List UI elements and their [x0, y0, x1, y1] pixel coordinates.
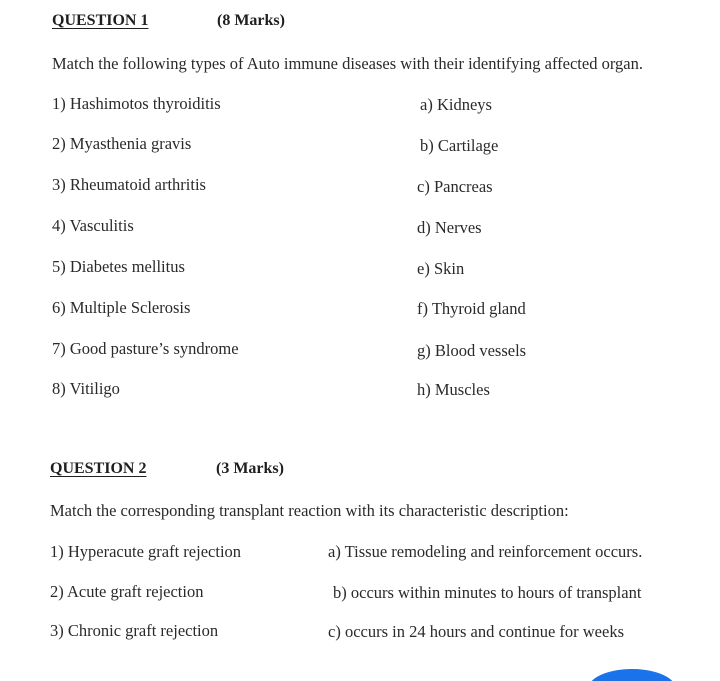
question-2-instruction: Match the corresponding transplant reaction with its characteristic description:	[50, 501, 569, 520]
q1-left-item-8: 8) Vitiligo	[52, 379, 120, 398]
q1-right-item-b: b) Cartilage	[420, 136, 499, 155]
q2-left-item-1: 1) Hyperacute graft rejection	[50, 542, 242, 561]
q1-right-item-c: c) Pancreas	[417, 177, 493, 196]
q1-left-item-7: 7) Good pasture’s syndrome	[52, 339, 239, 358]
q2-left-item-2: 2) Acute graft rejection	[50, 582, 204, 601]
question-2-marks: (3 Marks)	[216, 460, 284, 477]
q2-right-item-b: b) occurs within minutes to hours of transplant	[333, 583, 642, 602]
q1-left-item-5: 5) Diabetes mellitus	[52, 257, 185, 276]
q1-right-item-e: e) Skin	[417, 259, 465, 278]
q1-left-item-6: 6) Multiple Sclerosis	[52, 298, 191, 317]
q1-left-item-1: 1) Hashimotos thyroiditis	[52, 94, 221, 113]
question-1-instruction: Match the following types of Auto immune diseases with their identifying affected organ.	[52, 54, 643, 73]
q2-right-item-a: a) Tissue remodeling and reinforcement occurs.	[328, 542, 643, 561]
q1-right-item-d: d) Nerves	[417, 218, 482, 237]
blue-overlay-button[interactable]	[588, 669, 676, 681]
q1-left-item-2: 2) Myasthenia gravis	[52, 134, 192, 153]
question-1-marks: (8 Marks)	[217, 12, 285, 29]
question-2-title: QUESTION 2	[50, 460, 147, 477]
q2-right-item-c: c) occurs in 24 hours and continue for weeks	[328, 622, 624, 641]
q1-right-item-g: g) Blood vessels	[417, 341, 527, 360]
q1-left-item-3: 3) Rheumatoid arthritis	[52, 175, 206, 194]
q1-left-item-4: 4) Vasculitis	[52, 216, 134, 235]
question-1-title: QUESTION 1	[52, 12, 149, 29]
q1-right-item-h: h) Muscles	[417, 380, 490, 399]
q1-right-item-a: a) Kidneys	[420, 95, 492, 114]
q2-left-item-3: 3) Chronic graft rejection	[50, 621, 219, 640]
q1-right-item-f: f) Thyroid gland	[417, 299, 526, 318]
